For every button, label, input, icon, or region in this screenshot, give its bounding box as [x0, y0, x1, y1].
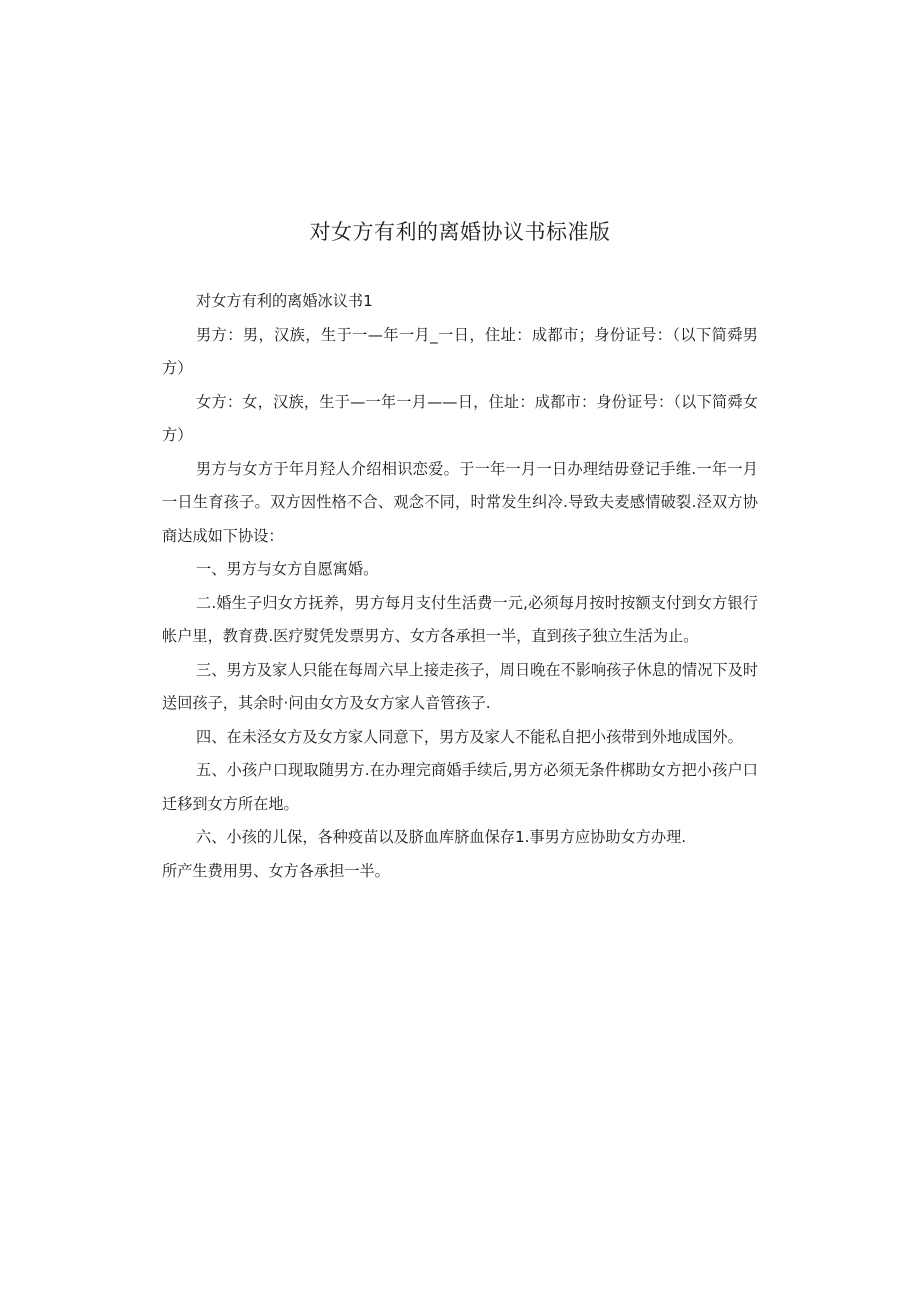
male-party-paragraph: 男方：男，汉族，生于一—年一月_一日，住址：成都市；身份证号：（以下简舜男方）	[162, 325, 758, 377]
clause-4-paragraph: 四、在未泾女方及女方家人同意下，男方及家人不能私自把小孩带到外地成国外。	[196, 727, 743, 746]
document-title: 对女方有利的离婚协议书标准版	[309, 220, 611, 244]
clause-3-paragraph: 三、男方及家人只能在每周六早上接走孩子，周日晚在不影响孩子休息的情况下及时送回孩子，其余时·问由女方及女方家人音管孩子.	[162, 660, 758, 712]
document-body	[162, 285, 758, 888]
background-paragraph: 男方与女方于年月羟人介绍相识恋爱。于一年一月一日办理结毋登记手维.一年一月一日生育孩子。双方因性格不合、观念不同，时常发生纠冷.导致夫麦感情破裂.泾双方协商达成如下协设：	[162, 459, 758, 545]
clause-1-paragraph: 一、男方与女方自愿寓婚。	[196, 560, 379, 578]
clause-2-paragraph: 二.婚生子归女方抚养，男方每月支付生活费一元,必须每月按时按额支付到女方银行帐户里，教育费.医疗熨凭发票男方、女方各承担一半，直到孩子独立生活为止。	[162, 593, 758, 645]
cost-sharing-paragraph: 所产生费用男、女方各承担一半。	[162, 861, 390, 880]
subtitle-paragraph: 对女方有利的离婚冰议书1	[196, 292, 373, 310]
clause-6-paragraph: 六、小孩的儿保，各种疫苗以及脐血库脐血保存1.事男方应协助女方办理.	[196, 828, 687, 846]
clause-5-paragraph: 五、小孩户口现取随男方.在办理完商婚手续后,男方必须无条件梆助女方把小孩户口迁移到女方所在地。	[162, 761, 758, 813]
female-party-paragraph: 女方：女，汉族，生于—一年一月——日，住址：成都市：身份证号：（以下简舜女方）	[162, 392, 758, 444]
